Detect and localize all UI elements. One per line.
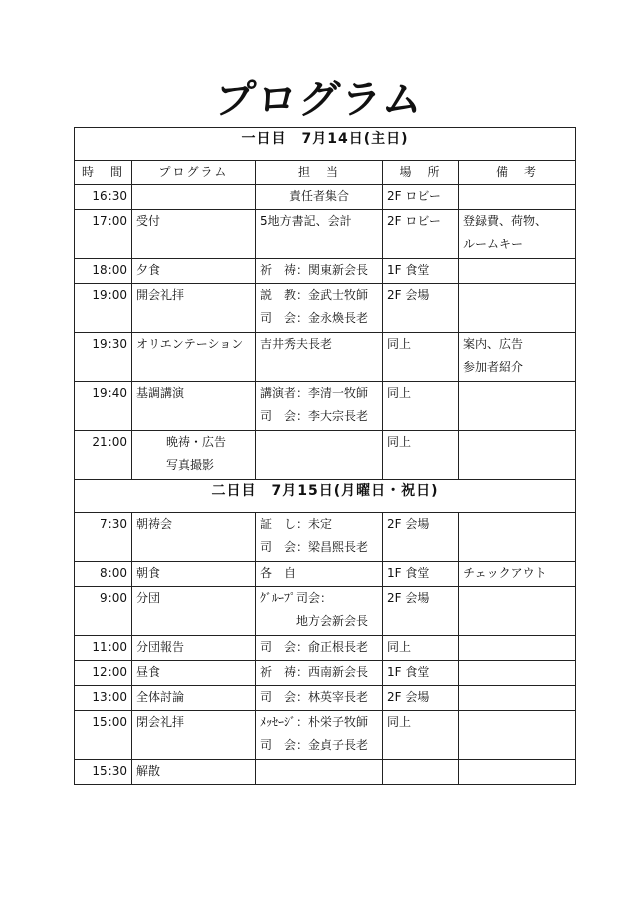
place-cell: 2F 会場	[383, 513, 459, 562]
time-cell: 19:30	[75, 333, 132, 382]
staff-cell	[256, 185, 383, 210]
program-cell-line: 晩祷・広告	[166, 435, 227, 449]
staff-cell-line: 講演者：李清一牧師	[260, 386, 369, 400]
place-cell: 同上	[383, 711, 459, 760]
program-cell	[132, 210, 256, 259]
program-cell-line: 解散	[136, 764, 161, 778]
table-row	[75, 431, 576, 480]
program-cell-line: 受付	[136, 214, 161, 228]
time-cell: 12:00	[75, 661, 132, 686]
staff-header: 担 当	[256, 161, 383, 185]
staff-cell	[256, 284, 383, 333]
day-heading: 一日目 7月14日(主日)	[75, 128, 576, 161]
program-cell	[132, 686, 256, 711]
place-cell: 2F ロビー	[383, 185, 459, 210]
program-cell	[132, 587, 256, 636]
staff-cell	[256, 587, 383, 636]
staff-cell-line: 責任者集合	[288, 189, 349, 203]
program-cell-line: 昼食	[136, 665, 161, 679]
staff-cell-line: 司 会：金貞子長老	[260, 738, 369, 752]
day-heading-row	[75, 480, 576, 513]
day-heading: 二日目 7月15日(月曜日・祝日)	[75, 480, 576, 513]
staff-cell-line: 説 教：金武士牧師	[260, 288, 369, 302]
staff-cell	[256, 333, 383, 382]
notes-header: 備 考	[459, 161, 576, 185]
staff-cell-line: 各 自	[260, 566, 297, 580]
time-cell: 21:00	[75, 431, 132, 480]
program-cell	[132, 562, 256, 587]
staff-cell	[256, 210, 383, 259]
place-cell: 2F 会場	[383, 686, 459, 711]
time-cell: 18:00	[75, 259, 132, 284]
notes-cell	[459, 562, 576, 587]
table-row	[75, 636, 576, 661]
program-table	[74, 127, 576, 785]
staff-cell-line: ﾒｯｾｰｼﾞ：朴栄子牧師	[260, 715, 369, 729]
page-title: プログラム	[212, 77, 427, 123]
time-cell: 13:00	[75, 686, 132, 711]
notes-cell	[459, 661, 576, 686]
program-cell-line: 閉会礼拝	[136, 715, 185, 729]
program-cell	[132, 382, 256, 431]
program-cell-line: 朝祷会	[136, 517, 173, 531]
notes-cell-line: ルームキー	[463, 237, 524, 251]
place-cell: 同上	[383, 431, 459, 480]
place-header: 場 所	[383, 161, 459, 185]
program-cell-line: 写真撮影	[166, 458, 215, 472]
table-row	[75, 382, 576, 431]
staff-cell	[256, 661, 383, 686]
staff-cell-line: 祈 祷：関東新会長	[260, 263, 369, 277]
staff-cell-line: ｸﾞﾙｰﾌﾟ司会：	[260, 591, 333, 605]
program-cell	[132, 259, 256, 284]
program-cell	[132, 711, 256, 760]
program-cell	[132, 513, 256, 562]
program-cell	[132, 431, 256, 480]
program-cell-line: 夕食	[136, 263, 161, 277]
table-row	[75, 333, 576, 382]
time-cell: 17:00	[75, 210, 132, 259]
program-cell-line: 分団報告	[136, 640, 185, 654]
time-cell: 15:00	[75, 711, 132, 760]
time-cell: 7:30	[75, 513, 132, 562]
staff-cell	[256, 760, 383, 785]
table-row	[75, 259, 576, 284]
time-cell: 16:30	[75, 185, 132, 210]
staff-cell-line: 司 会：李大宗長老	[260, 409, 369, 423]
program-cell-line: 基調講演	[136, 386, 185, 400]
staff-cell-line: 吉井秀夫長老	[260, 337, 333, 351]
staff-cell	[256, 686, 383, 711]
time-cell: 11:00	[75, 636, 132, 661]
place-cell: 1F 食堂	[383, 259, 459, 284]
table-row	[75, 587, 576, 636]
place-cell: 同上	[383, 636, 459, 661]
table-row	[75, 661, 576, 686]
staff-cell-line: 祈 祷：西南新会長	[260, 665, 369, 679]
notes-cell-line: 登録費、荷物、	[463, 214, 548, 228]
program-cell	[132, 284, 256, 333]
place-cell: 2F 会場	[383, 587, 459, 636]
notes-cell-line: チェックアウト	[463, 566, 547, 580]
staff-cell-line: 証 し：未定	[260, 517, 333, 531]
table-row	[75, 210, 576, 259]
column-header-row	[75, 161, 576, 185]
staff-cell-line: 司 会：金永煥長老	[260, 311, 369, 325]
place-cell: 同上	[383, 333, 459, 382]
notes-cell	[459, 587, 576, 636]
notes-cell	[459, 259, 576, 284]
program-cell	[132, 760, 256, 785]
program-cell-line: 分団	[136, 591, 161, 605]
program-header: プログラム	[132, 161, 256, 185]
staff-cell	[256, 636, 383, 661]
program-cell	[132, 661, 256, 686]
table-row	[75, 711, 576, 760]
staff-cell	[256, 513, 383, 562]
notes-cell	[459, 513, 576, 562]
place-cell: 同上	[383, 382, 459, 431]
table-row	[75, 686, 576, 711]
notes-cell-line: 案内、広告	[463, 337, 524, 351]
table-row	[75, 760, 576, 785]
staff-cell	[256, 431, 383, 480]
staff-cell-line: 司 会：梁昌熙長老	[260, 540, 369, 554]
notes-cell	[459, 284, 576, 333]
place-cell: 2F ロビー	[383, 210, 459, 259]
time-cell: 19:00	[75, 284, 132, 333]
day-heading-row	[75, 128, 576, 161]
place-cell: 1F 食堂	[383, 661, 459, 686]
notes-cell	[459, 686, 576, 711]
place-cell: 2F 会場	[383, 284, 459, 333]
program-cell-line: 開会礼拝	[136, 288, 185, 302]
notes-cell	[459, 333, 576, 382]
notes-cell	[459, 636, 576, 661]
time-header: 時 間	[75, 161, 132, 185]
program-cell	[132, 636, 256, 661]
program-cell-line: 朝食	[136, 566, 161, 580]
notes-cell	[459, 760, 576, 785]
staff-cell-line: 司 会：俞正根長老	[260, 640, 369, 654]
staff-cell	[256, 259, 383, 284]
table-row	[75, 562, 576, 587]
table-row	[75, 513, 576, 562]
staff-cell	[256, 562, 383, 587]
time-cell: 9:00	[75, 587, 132, 636]
time-cell: 19:40	[75, 382, 132, 431]
program-cell-line: オリエンテーション	[136, 337, 244, 351]
staff-cell-line: 5地方書記、会計	[260, 214, 352, 228]
table-row	[75, 185, 576, 210]
time-cell: 8:00	[75, 562, 132, 587]
program-cell-line: 全体討論	[136, 690, 185, 704]
notes-cell	[459, 185, 576, 210]
staff-cell	[256, 711, 383, 760]
notes-cell	[459, 711, 576, 760]
staff-cell-line: 司 会：林英宰長老	[260, 690, 369, 704]
place-cell	[383, 760, 459, 785]
table-row	[75, 284, 576, 333]
notes-cell	[459, 382, 576, 431]
notes-cell	[459, 210, 576, 259]
program-cell	[132, 333, 256, 382]
program-cell	[132, 185, 256, 210]
staff-cell	[256, 382, 383, 431]
place-cell: 1F 食堂	[383, 562, 459, 587]
notes-cell	[459, 431, 576, 480]
notes-cell-line: 参加者紹介	[463, 360, 524, 374]
time-cell: 15:30	[75, 760, 132, 785]
staff-cell-line: 地方会新会長	[296, 614, 369, 628]
